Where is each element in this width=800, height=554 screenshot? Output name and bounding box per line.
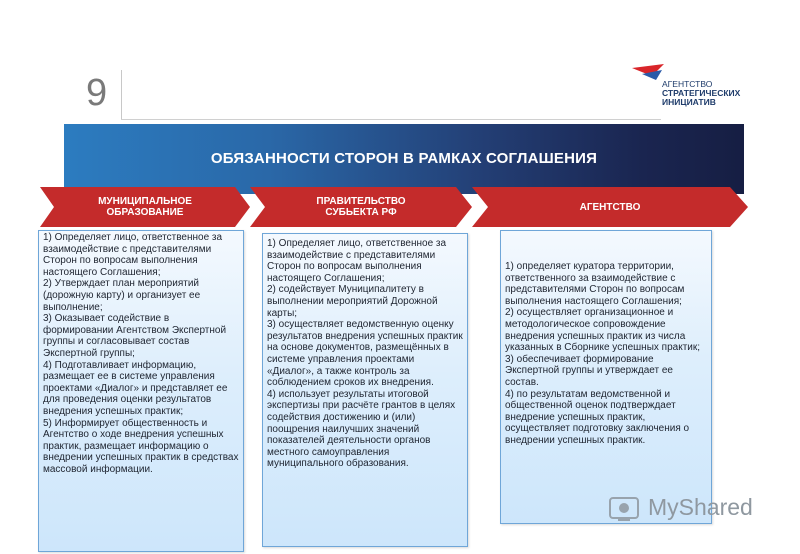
list-item: 4) использует результаты итоговой экспертизы при расчёте грантов в целях содействия достижению и (или) поощрения наилучших значений показателей деятельности органов местного самоуправления муниципального образования.	[267, 388, 456, 470]
column-header-agency	[472, 187, 748, 227]
title-banner	[64, 124, 744, 194]
slide-number: 9	[86, 72, 108, 114]
list-item: 3) Оказывает содействие в формировании Агентством Экспертной группы и согласовывает состав Экспертной группы;	[43, 313, 227, 359]
header-line: СУБЬЕКТА РФ	[325, 207, 397, 218]
list-item: 3) обеспечивает формирование Экспертной группы и утверждает ее состав.	[505, 353, 673, 388]
logo-line: ИНИЦИАТИВ	[662, 97, 716, 107]
list-item: 4) Подготавливает информацию, размещает ее в системе управления проектами «Диалог» и представляет ее для проведения оценки результатов внедрения успешных практик;	[43, 359, 228, 417]
logo-line: АГЕНТСТВО	[662, 79, 713, 89]
header-line: АГЕНТСТВО	[579, 202, 641, 213]
header-line: ОБРАЗОВАНИЕ	[106, 207, 184, 218]
logo-line: СТРАТЕГИЧЕСКИХ	[662, 88, 741, 98]
list-item: 2) содействует Муниципалитету в выполнении мероприятий Дорожной карты;	[267, 284, 438, 319]
list-item: 4) по результатам ведомственной и общественной оценок подтверждает внедрение успешных практик, осуществляет подготовку заключения о внедрении успешных практик.	[505, 388, 690, 446]
municipal-duties-box	[38, 230, 244, 552]
list-item: 1) определяет куратора территории, ответственного за взаимодействие с представителями Сторон по вопросам выполнения настоящего Соглашения;	[505, 261, 685, 307]
watermark-text: MyShared	[648, 494, 753, 520]
list-item: 1) Определяет лицо, ответственное за взаимодействие с представителями Сторон по вопросам выполнения настоящего Соглашения;	[267, 238, 447, 284]
list-item: 2) Утверждает план мероприятий (дорожную карту) и организует ее выполнение;	[43, 278, 201, 313]
divider	[121, 119, 661, 120]
header-line: МУНИЦИПАЛЬНОЕ	[98, 196, 192, 207]
header-line: ПРАВИТЕЛЬСТВО	[316, 196, 406, 207]
agency-duties-box	[500, 230, 712, 524]
list-item: 5) Информирует общественность и Агентство о ходе внедрения успешных практик, размещает информацию о внедрении успешных практик в средствах массовой информации.	[43, 417, 239, 475]
column-header-government	[250, 187, 472, 227]
column-header-municipal	[40, 187, 250, 227]
divider	[121, 70, 122, 120]
list-item: 2) осуществляет организационное и методологическое сопровождение внедрения успешных практик из числа указанных в Сборнике успешных практик;	[505, 307, 701, 354]
agency-logo-text	[662, 80, 740, 107]
page-title: ОБЯЗАННОСТИ СТОРОН В РАМКАХ СОГЛАШЕНИЯ	[210, 150, 598, 167]
list-item: 3) осуществляет ведомственную оценку результатов внедрения успешных практик на основе документов, размещённых в системе управления проектами «Диалог», а также контроль за соблюдением сроков их внедрения.	[267, 319, 463, 389]
list-item: 1) Определяет лицо, ответственное за взаимодействие с представителями Сторон по вопросам выполнения настоящего Соглашения;	[43, 232, 223, 278]
government-duties-box	[262, 233, 468, 547]
